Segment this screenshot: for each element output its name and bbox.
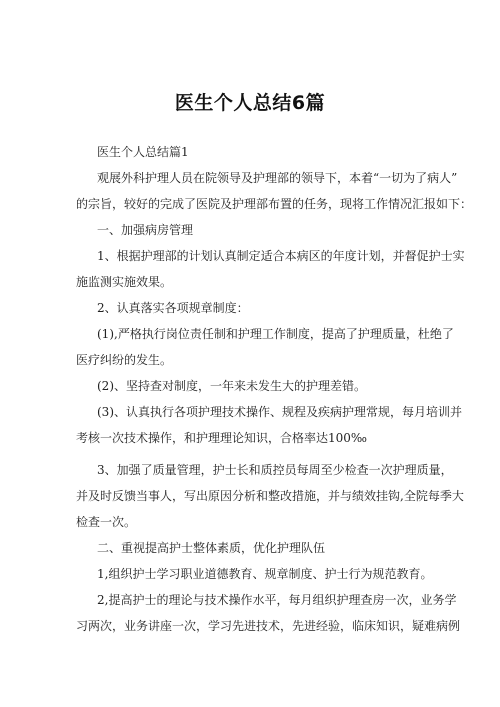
paragraph-line: (2)、坚持查对制度，一年来未发生大的护理差错。 <box>97 379 366 393</box>
paragraph-line: (3)、认真执行各项护理技术操作、规程及疾病护理常规，每月培训并 <box>97 405 463 419</box>
paragraph-line: 2,提高护士的理论与技术操作水平，每月组织护理查房一次，业务学 <box>97 593 457 607</box>
paragraph-line: 考核一次技术操作，和护理理论知识，合格率达100‰ <box>76 431 368 445</box>
paragraph-line: 1,组织护士学习职业道德教育、规章制度、护士行为规范教育。 <box>97 567 433 581</box>
paragraph-line: 医疗纠纷的发生。 <box>76 353 173 367</box>
paragraph-line: 并及时反馈当事人，写出原因分析和整改措施，并与绩效挂钩,全院每季大 <box>76 489 464 503</box>
section-heading: 二、重视提高护士整体素质，优化护理队伍 <box>97 541 326 555</box>
paragraph-line: 观展外科护理人员在院领导及护理部的领导下，本着“一切为了病人” <box>97 171 458 185</box>
paragraph-line: 的宗旨，较好的完成了医院及护理部布置的任务，现将工作情况汇报如下： <box>76 197 473 211</box>
paragraph-line: 检查一次。 <box>76 515 137 529</box>
paragraph-line: (1),严格执行岗位责任制和护理工作制度，提高了护理质量，杜绝了 <box>97 327 454 341</box>
paragraph-line: 1、根据护理部的计划认真制定适合本病区的年度计划，并督促护士实 <box>97 249 465 263</box>
document-title: 医生个人总结6篇 <box>174 92 326 114</box>
section-heading: 医生个人总结篇1 <box>97 145 189 159</box>
paragraph-line: 施监测实施效果。 <box>76 275 173 289</box>
paragraph-line: 3、加强了质量管理，护士长和质控员每周至少检查一次护理质量， <box>97 463 453 477</box>
paragraph-line: 习两次，业务讲座一次，学习先进技术，先进经验，临床知识，疑难病例 <box>76 619 461 633</box>
paragraph-line: 2、认真落实各项规章制度： <box>97 301 249 315</box>
section-heading: 一、加强病房管理 <box>97 223 194 237</box>
